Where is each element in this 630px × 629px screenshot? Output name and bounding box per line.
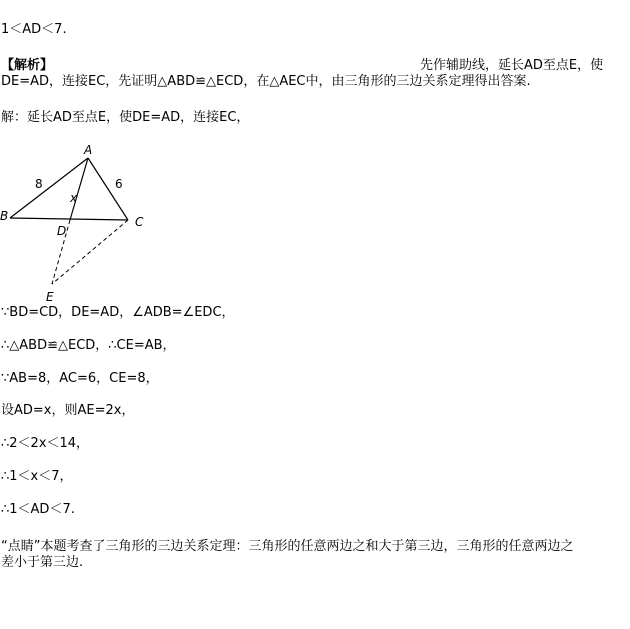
answer-line: 1＜AD＜7. — [1, 22, 67, 37]
label-side-ac: 6 — [115, 177, 123, 191]
label-side-ab: 8 — [35, 177, 43, 191]
comment-line-2: 差小于第三边. — [1, 555, 84, 570]
label-b: B — [0, 209, 9, 223]
analysis-intro-continued: DE=AD，连接EC，先证明△ABD≌△ECD，在△AEC中，由三角形的三边关系定理得出答案. — [1, 74, 531, 89]
step-7: ∴1＜AD＜7. — [1, 502, 75, 517]
label-e: E — [46, 290, 54, 304]
triangle-figure — [0, 138, 180, 308]
step-2: ∴△ABD≌△ECD，∴CE=AB， — [1, 338, 176, 353]
label-d: D — [57, 224, 67, 238]
label-x: x — [70, 191, 78, 205]
analysis-intro-right: 先作辅助线，延长AD至点E，使 — [420, 58, 604, 73]
label-c: C — [135, 215, 144, 229]
comment-line-1: “点睛”本题考查了三角形的三边关系定理：三角形的任意两边之和大于第三边，三角形的任意两边之 — [1, 539, 574, 554]
step-5: ∴2＜2x＜14， — [1, 436, 90, 451]
segment-ab — [10, 158, 88, 218]
solution-intro: 解：延长AD至点E，使DE=AD，连接EC， — [1, 110, 250, 125]
step-1: ∵BD=CD，DE=AD，∠ADB=∠EDC， — [1, 305, 235, 320]
segment-ad — [70, 158, 88, 220]
step-4: 设AD=x，则AE=2x， — [1, 403, 135, 418]
label-a: A — [84, 143, 93, 157]
analysis-label: 【解析】 — [1, 58, 54, 73]
segment-bc — [10, 218, 128, 220]
step-6: ∴1＜x＜7， — [1, 469, 73, 484]
step-3: ∵AB=8，AC=6，CE=8， — [1, 371, 159, 386]
